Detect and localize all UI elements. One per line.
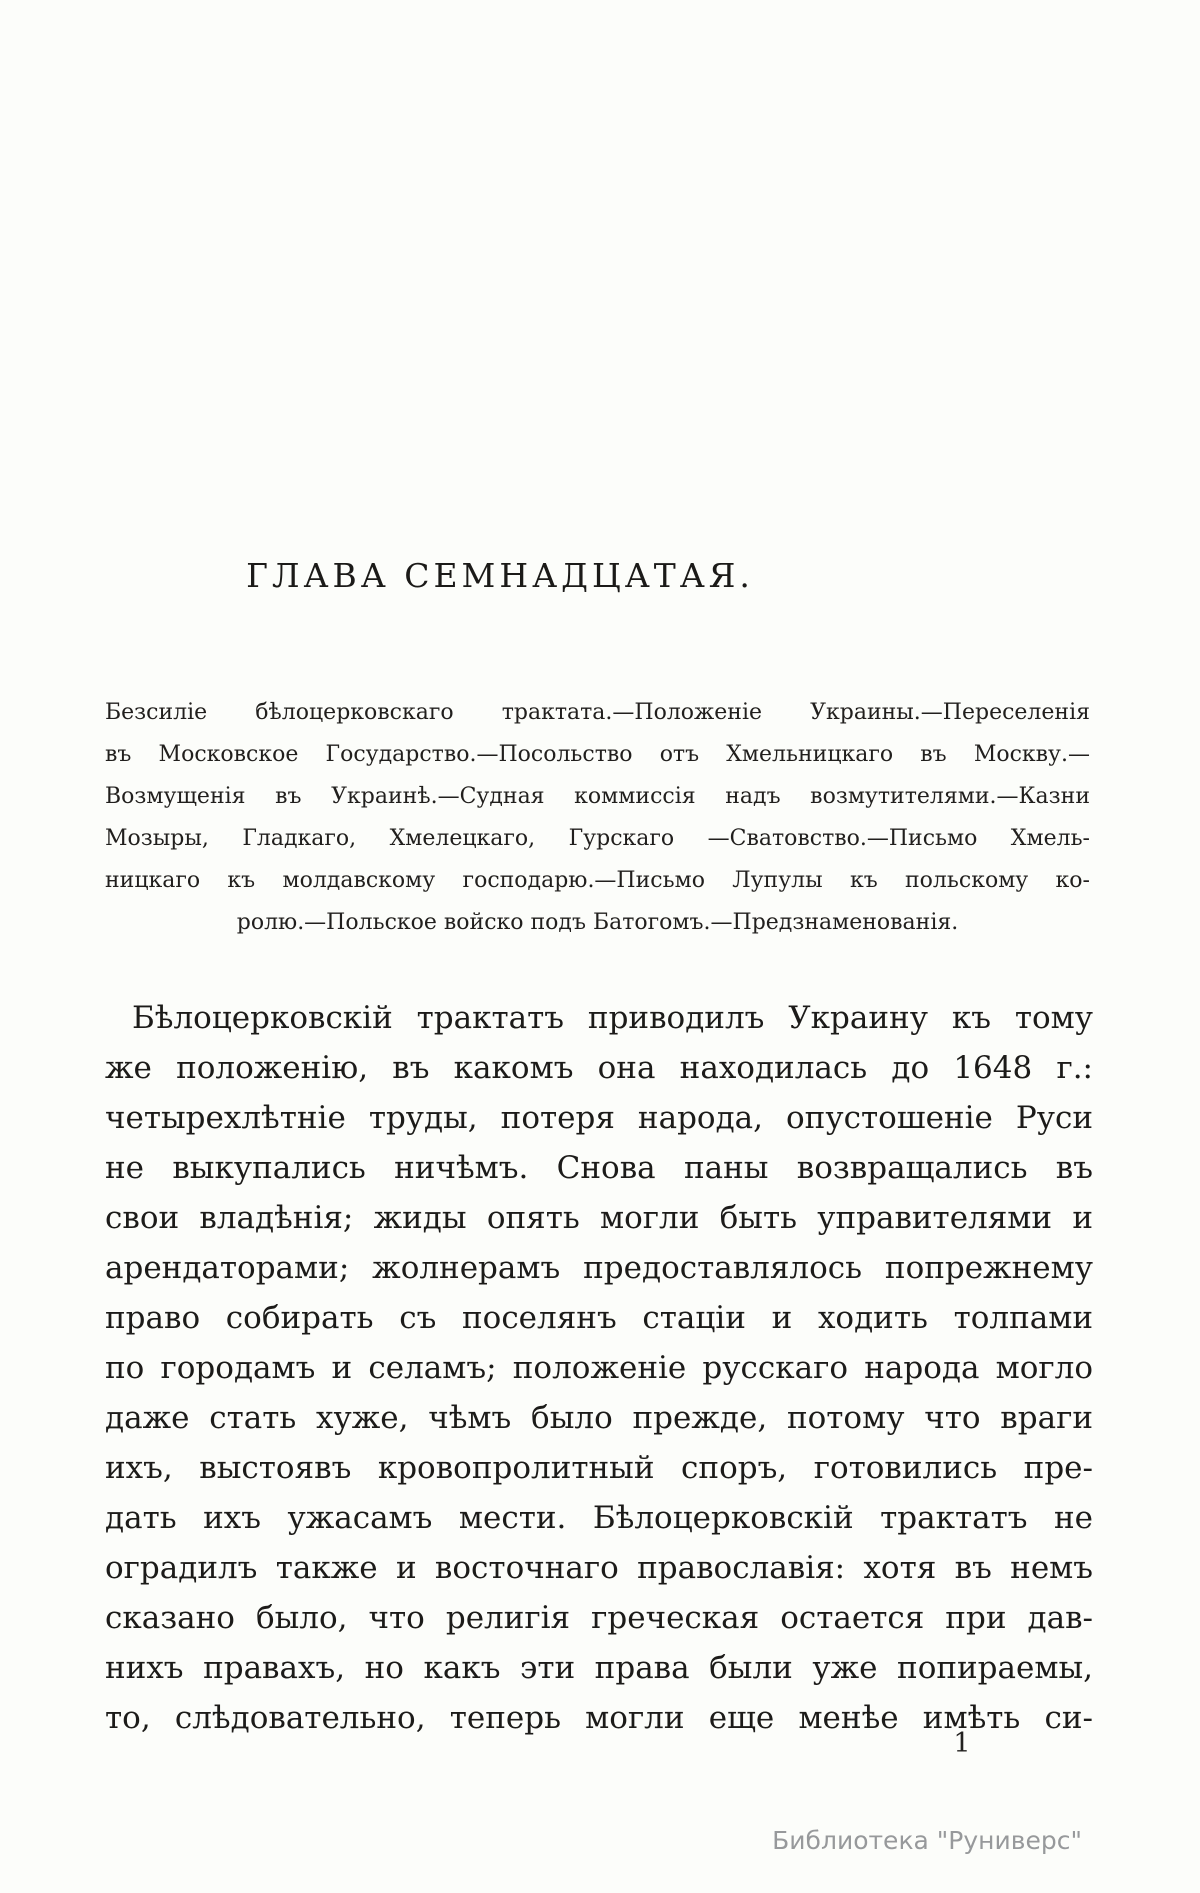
text-line: по городамъ и селамъ; положеніе русскаго народа могло — [105, 1350, 1093, 1386]
text-line: то, слѣдовательно, теперь могли еще менѣе имѣть си- — [105, 1700, 1093, 1736]
text-line: свои владѣнія; жиды опять могли быть управителями и — [105, 1200, 1093, 1236]
text-line: арендаторами; жолнерамъ предоставлялось попрежнему — [105, 1250, 1093, 1286]
text-line: четырехлѣтніе труды, потеря народа, опустошеніе Руси — [105, 1100, 1093, 1136]
text-line: даже стать хуже, чѣмъ было прежде, потому что враги — [105, 1400, 1093, 1436]
text-line: Безсиліе бѣлоцерковскаго трактата.—Положеніе Украины.—Переселенія — [105, 700, 1090, 725]
text-line: ницкаго къ молдавскому господарю.—Письмо Лупулы къ польскому ко- — [105, 868, 1090, 893]
text-line: же положенію, въ какомъ она находилась до 1648 г.: — [105, 1050, 1093, 1086]
text-line: ролю.—Польское войско подъ Батогомъ.—Предзнаменованія. — [236, 910, 959, 935]
text-line: нихъ правахъ, но какъ эти права были уже попираемы, — [105, 1650, 1093, 1686]
text-line: сказано было, что религія греческая остается при дав- — [105, 1600, 1093, 1636]
chapter-title: ГЛАВА СЕМНАДЦАТАЯ. — [246, 556, 754, 595]
text-line: дать ихъ ужасамъ мести. Бѣлоцерковскій трактатъ не — [105, 1500, 1093, 1536]
text-line: Возмущенія въ Украинѣ.—Судная коммиссія надъ возмутителями.—Казни — [105, 784, 1090, 809]
text-line: въ Московское Государство.—Посольство отъ Хмельницкаго въ Москву.— — [105, 742, 1090, 767]
text-line: Мозыры, Гладкаго, Хмелецкаго, Гурскаго —Сватовство.—Письмо Хмель- — [105, 826, 1090, 851]
chapter-summary — [105, 692, 1090, 944]
text-line: ихъ, выстоявъ кровопролитный споръ, готовились пре- — [105, 1450, 1093, 1486]
text-line: не выкупались ничѣмъ. Снова паны возвращались въ — [105, 1150, 1093, 1186]
text-line: оградилъ также и восточнаго православія: хотя въ немъ — [105, 1550, 1093, 1586]
page-number: 1 — [953, 1728, 971, 1759]
text-line: право собирать съ поселянъ стаціи и ходить толпами — [105, 1300, 1093, 1336]
library-watermark: Библиотека "Руниверс" — [772, 1826, 1082, 1855]
text-line: Бѣлоцерковскій трактатъ приводилъ Украину къ тому — [132, 1000, 1093, 1036]
body-paragraph — [105, 993, 1093, 1743]
